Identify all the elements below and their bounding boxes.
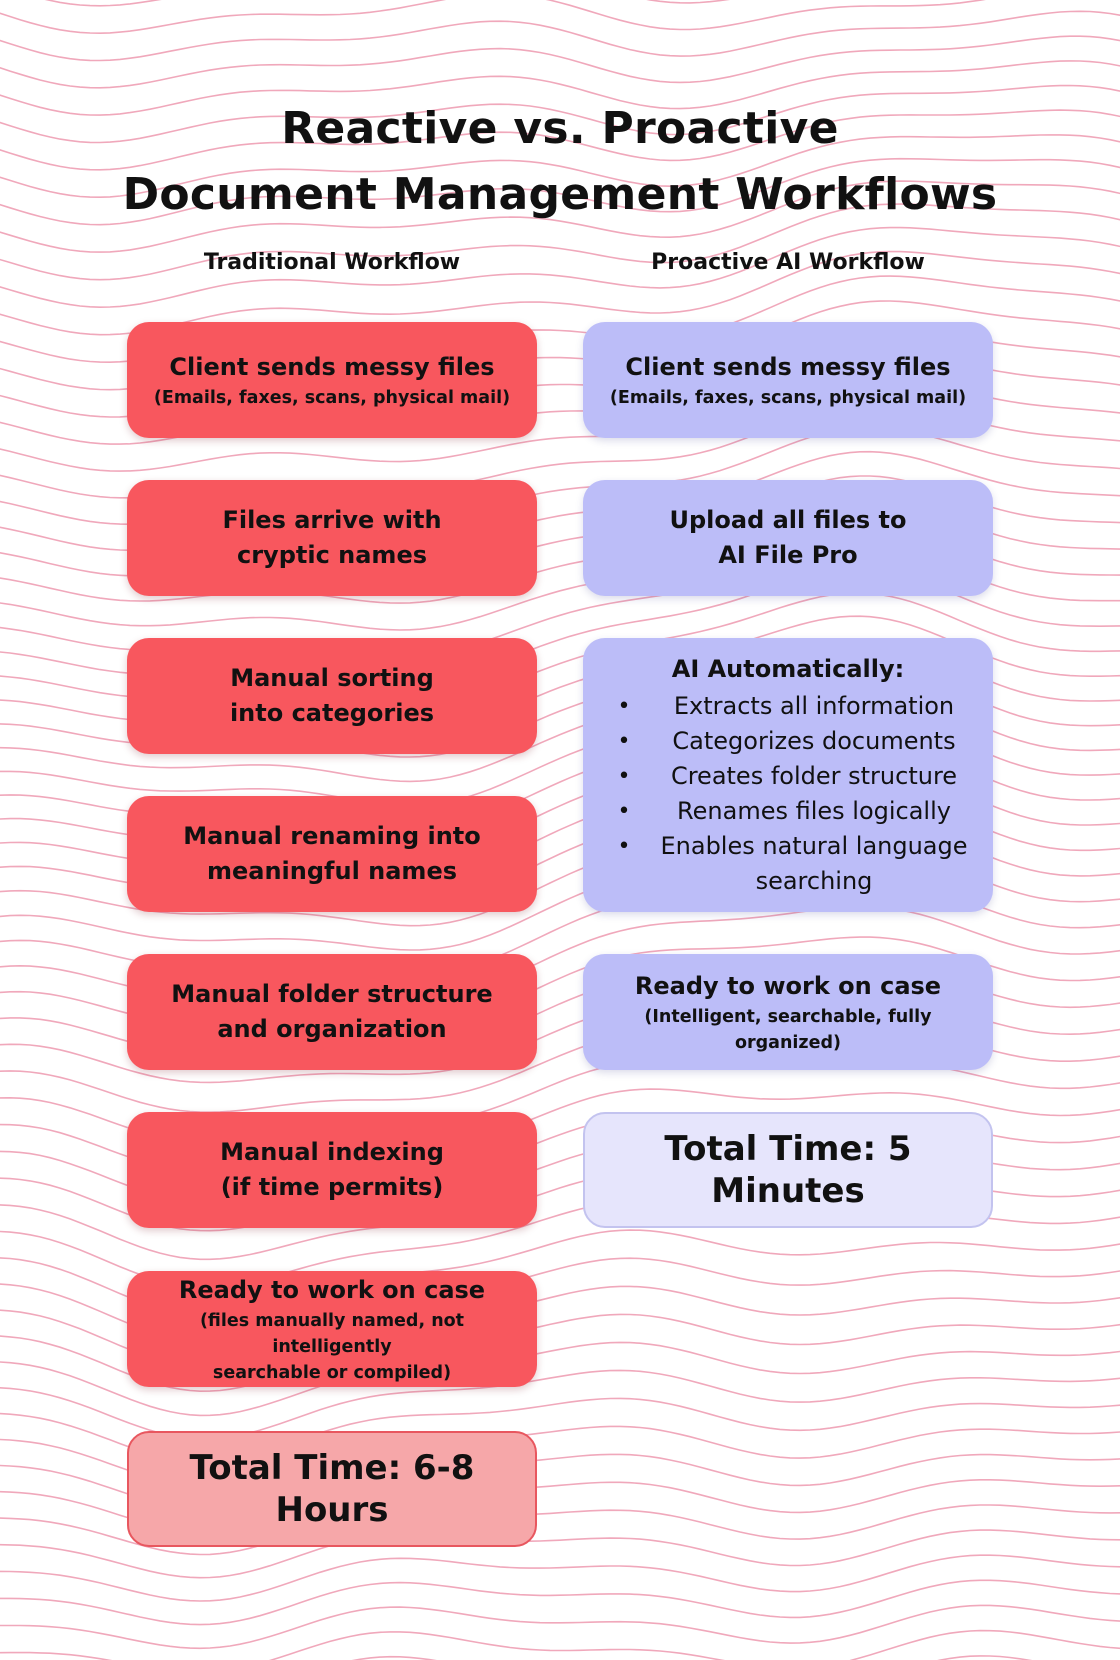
total-time-label: Total Time: 6-8 Hours (189, 1448, 475, 1530)
background-wave-line (0, 11, 1120, 60)
bullet-icon: • (617, 728, 631, 754)
step-title-line-1: Files arrive with (222, 506, 442, 534)
step-subtitle-line-2: organized) (734, 1032, 842, 1053)
step-title-line-1: Manual sorting (230, 664, 434, 692)
traditional-step-manual-sorting (127, 638, 537, 754)
step-title-line-2: and organization (217, 1015, 447, 1043)
bullet-icon: • (617, 763, 631, 789)
step-subtitle-line-1: (Intelligent, searchable, fully (644, 1006, 932, 1027)
proactive-step-client-sends-files (583, 322, 993, 438)
list-item (598, 794, 978, 829)
traditional-step-cryptic-names (127, 480, 537, 596)
list-item (598, 829, 978, 899)
traditional-total-time (127, 1431, 537, 1547)
total-time-label: Total Time: 5 Minutes (664, 1129, 912, 1211)
traditional-workflow-heading: Traditional Workflow (203, 250, 461, 275)
step-title-line-2: cryptic names (236, 541, 428, 569)
step-title-line-2: (if time permits) (220, 1173, 444, 1201)
step-title-line-1: Upload all files to (669, 506, 907, 534)
page-title (0, 96, 1120, 228)
background-wave-line (0, 1580, 1120, 1624)
step-subtitle-line-2: searchable or compiled) (212, 1362, 452, 1383)
step-subtitle-line-1: (files manually named, not intelligently (199, 1310, 465, 1357)
step-subtitle: (Emails, faxes, scans, physical mail) (153, 387, 511, 408)
proactive-step-upload-files (583, 480, 993, 596)
list-item-text: Extracts all information (673, 691, 955, 720)
traditional-step-client-sends-files (127, 322, 537, 438)
step-title: Client sends messy files (169, 352, 495, 381)
list-item-text: Enables natural language searching (660, 831, 968, 895)
background-wave-line (0, 36, 1120, 88)
step-title: Client sends messy files (625, 352, 951, 381)
background-wave-line (0, 1656, 1120, 1660)
bullet-icon: • (617, 833, 631, 859)
title-line-2: Document Management Workflows (122, 169, 998, 220)
step-title-line-2: into categories (229, 699, 435, 727)
step-title: Ready to work on case (634, 971, 942, 1000)
step-title-line-1: Manual indexing (220, 1138, 444, 1166)
proactive-workflow-heading: Proactive AI Workflow (651, 250, 925, 275)
step-title-line-2: AI File Pro (718, 541, 858, 569)
step-subtitle: (Emails, faxes, scans, physical mail) (609, 387, 967, 408)
background-wave-line (0, 0, 1120, 33)
traditional-step-manual-indexing (127, 1112, 537, 1228)
bullet-icon: • (617, 693, 631, 719)
traditional-step-manual-renaming (127, 796, 537, 912)
traditional-step-folder-structure (127, 954, 537, 1070)
traditional-step-ready-to-work (127, 1271, 537, 1387)
background-wave-line (0, 1555, 1120, 1601)
ai-actions-list (598, 689, 978, 899)
step-title-line-2: meaningful names (206, 857, 458, 885)
bullet-icon: • (617, 798, 631, 824)
title-line-1: Reactive vs. Proactive (281, 103, 839, 154)
list-item (598, 759, 978, 794)
step-title: AI Automatically: (671, 654, 905, 683)
step-title-line-1: Manual renaming into (183, 822, 481, 850)
list-item (598, 724, 978, 759)
step-title: Ready to work on case (178, 1275, 486, 1304)
list-item-text: Creates folder structure (670, 761, 958, 790)
proactive-total-time (583, 1112, 993, 1228)
list-item-text: Renames files logically (677, 796, 951, 825)
proactive-step-ai-automatically (583, 638, 993, 912)
step-title-line-1: Manual folder structure (171, 980, 493, 1008)
list-item-text: Categorizes documents (672, 726, 956, 755)
list-item (598, 689, 978, 724)
background-wave-line (0, 1605, 1120, 1648)
proactive-step-ready-to-work (583, 954, 993, 1070)
